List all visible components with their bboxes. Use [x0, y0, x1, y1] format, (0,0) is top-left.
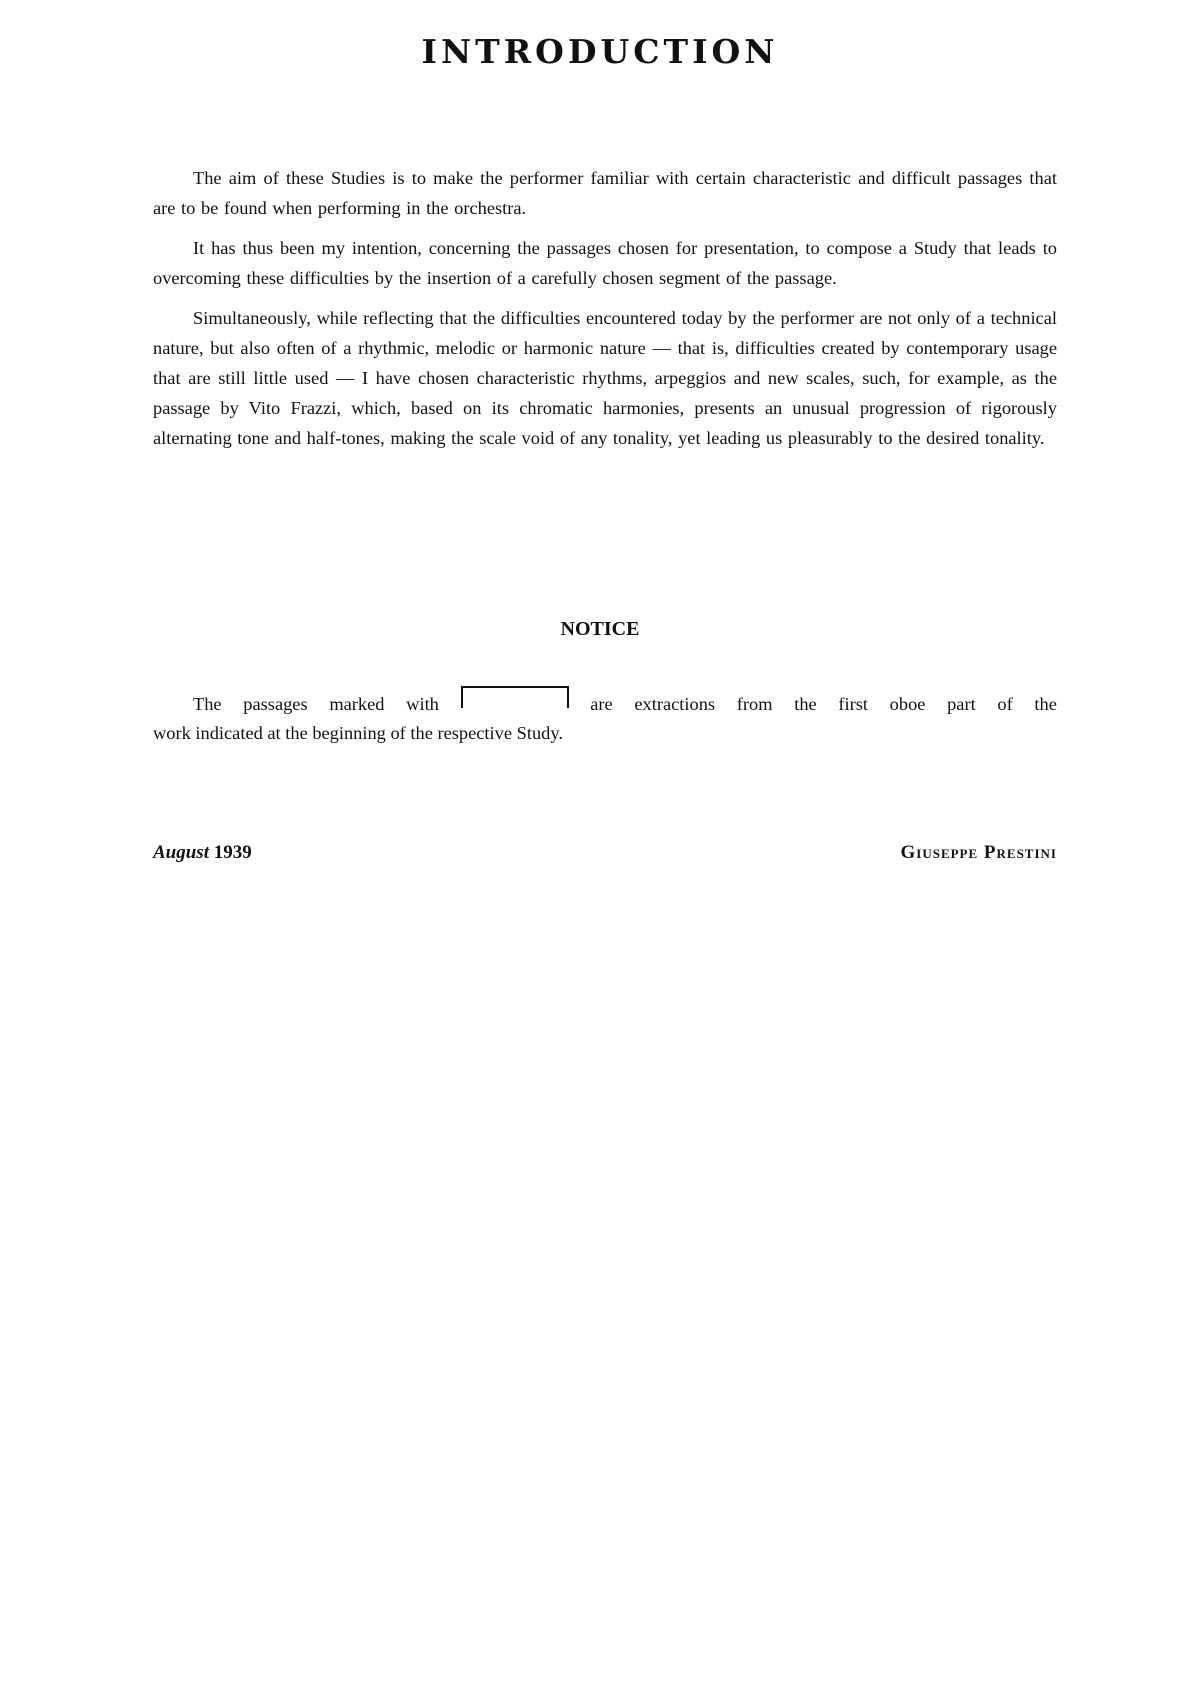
notice-word: oboe — [889, 694, 926, 714]
notice-word: of — [997, 694, 1013, 714]
notice-word: part — [947, 694, 976, 714]
paragraph-simultaneously: Simultaneously, while reflecting that the difficulties encountered today by the performer are not only of a technical nature, but also often of a rhythmic, melodic or harmonic nature — that is, difficulties created by contemporary usage that are still little used — I have chosen characteristic rhythms, arpeggios and new scales, such, for example, as the passage by Vito Frazzi, which, based on its chromatic harmonies, presents an unusual progression of rigorously alternating tone and half-tones, making the scale void of any tonality, yet leading us pleasurably to the desired tonality. — [153, 308, 1057, 448]
notice-word: extractions — [634, 694, 716, 714]
date-year: 1939 — [213, 842, 252, 863]
date — [153, 840, 252, 866]
notice-body — [153, 688, 1057, 748]
notice-heading: NOTICE — [560, 618, 640, 640]
notice-word: the — [1034, 694, 1057, 714]
introduction-body — [153, 163, 1057, 463]
paragraph-intention: It has thus been my intention, concerning the passages chosen for presentation, to compose a Study that leads to overcoming these difficulties by the insertion of a carefully chosen segment of the passage. — [153, 238, 1057, 288]
notice-word: are — [590, 694, 613, 714]
notice-word: with — [406, 694, 439, 714]
notice-word: from — [736, 694, 773, 714]
signature-footer — [153, 840, 1057, 866]
notice-word: the — [794, 694, 817, 714]
notice-line-2: work indicated at the beginning of the respective Study. — [153, 723, 563, 743]
notice-line-1 — [153, 688, 1057, 718]
paragraph-aim: The aim of these Studies is to make the performer familiar with certain characteristic and difficult passages that are to be found when performing in the orchestra. — [153, 168, 1057, 218]
date-month: August — [153, 842, 209, 863]
notice-word: marked — [329, 694, 385, 714]
notice-word: first — [838, 694, 868, 714]
notice-word: passages — [243, 694, 308, 714]
page-title: INTRODUCTION — [421, 32, 779, 71]
notice-word: The — [193, 694, 222, 714]
author-name: Giuseppe Prestini — [900, 842, 1057, 863]
passage-bracket-symbol — [461, 686, 569, 708]
